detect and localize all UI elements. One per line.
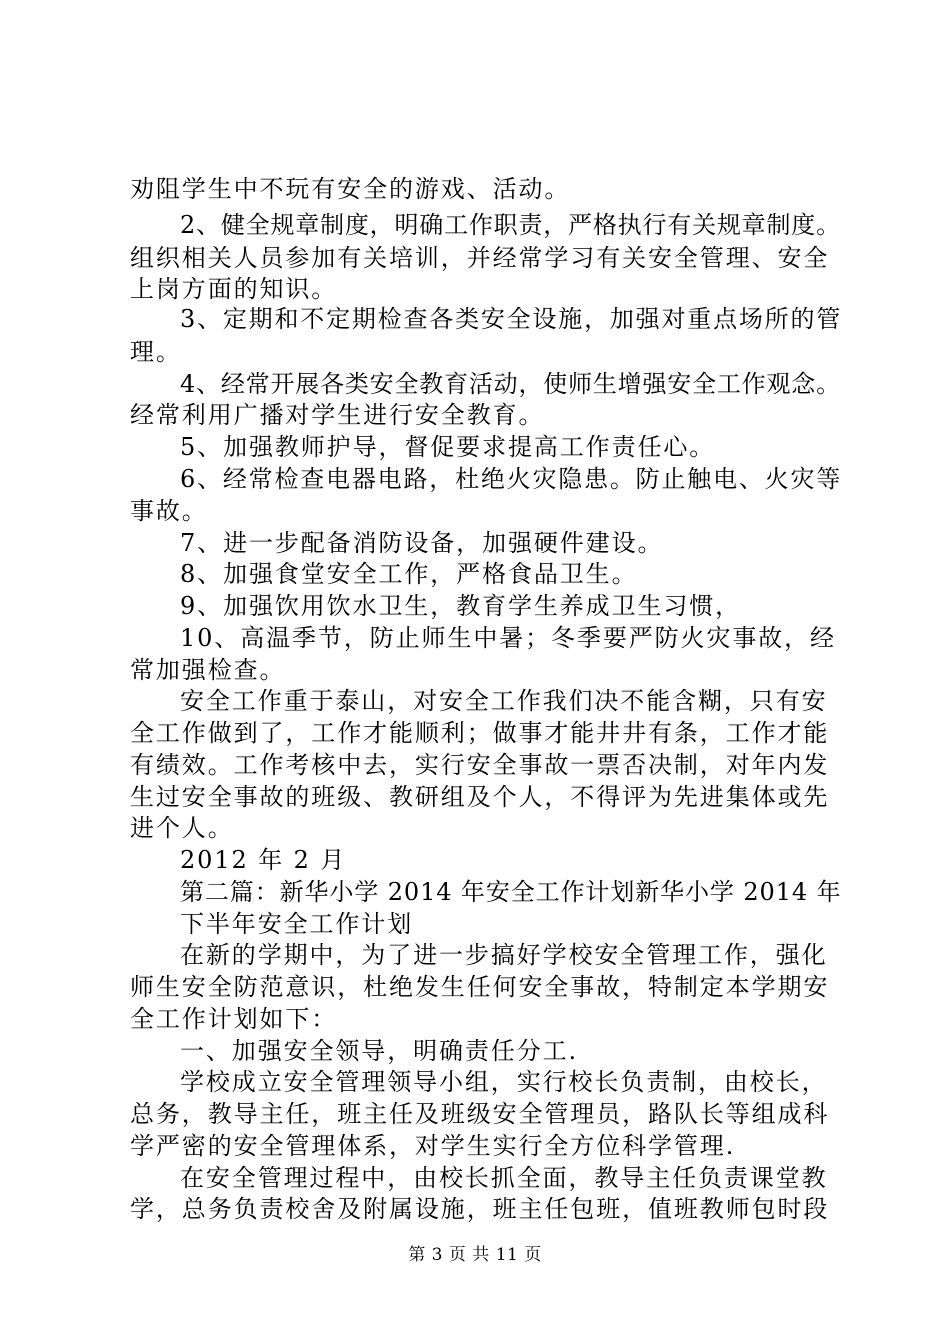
- text-line: 进个人。: [130, 814, 234, 842]
- text-line: 在新的学期中，为了进一步搞好学校安全管理工作，强化: [180, 941, 828, 969]
- text-line: 3、定期和不定期检查各类安全设施，加强对重点场所的管: [180, 305, 843, 333]
- text-line: 2、健全规章制度，明确工作职责，严格执行有关规章制度。: [180, 211, 841, 239]
- text-line: 学严密的安全管理体系，对学生实行全方位科学管理.: [130, 1132, 736, 1160]
- text-line: 6、经常检查电器电路，杜绝火灾隐患。防止触电、火灾等: [180, 465, 843, 493]
- section-heading: 第二篇：新华小学 2014 年安全工作计划新华小学 2014 年: [180, 878, 842, 906]
- text-line: 经常利用广播对学生进行安全教育。: [130, 401, 545, 429]
- text-line: 理。: [130, 338, 182, 366]
- text-line: 全工作计划如下：: [130, 1005, 338, 1033]
- text-line: 8、加强食堂安全工作，严格食品卫生。: [180, 560, 638, 588]
- text-line: 7、进一步配备消防设备，加强硬件建设。: [180, 529, 664, 557]
- text-line: 生过安全事故的班级、教研组及个人，不得评为先进集体或先: [130, 783, 830, 811]
- text-line: 上岗方面的知识。: [130, 275, 338, 303]
- date-line: 2012 年 2 月: [180, 846, 347, 874]
- section-heading: 下半年安全工作计划: [180, 910, 414, 938]
- text-line: 劝阻学生中不玩有安全的游戏、活动。: [130, 175, 571, 203]
- text-line: 常加强检查。: [130, 656, 286, 684]
- text-line: 有绩效。工作考核中去，实行安全事故一票否决制，对年内发: [130, 751, 830, 779]
- text-line: 一、加强安全领导，明确责任分工.: [180, 1037, 579, 1065]
- text-line: 全工作做到了，工作才能顺利；做事才能井井有条，工作才能: [130, 719, 830, 747]
- text-line: 组织相关人员参加有关培训，并经常学习有关安全管理、安全: [130, 244, 830, 272]
- text-line: 9、加强饮用饮水卫生，教育学生养成卫生习惯，: [180, 592, 742, 620]
- text-line: 安全工作重于泰山，对安全工作我们决不能含糊，只有安: [180, 687, 828, 715]
- text-line: 总务，教导主任，班主任及班级安全管理员，路队长等组成科: [130, 1100, 830, 1128]
- text-line: 10、高温季节，防止师生中暑；冬季要严防火灾事故，经: [180, 624, 836, 652]
- text-line: 学，总务负责校舍及附属设施，班主任包班，值班教师包时段: [130, 1195, 830, 1223]
- page-footer: 第 3 页 共 11 页: [408, 1245, 542, 1265]
- text-line: 在安全管理过程中，由校长抓全面，教导主任负责课堂教: [180, 1164, 828, 1192]
- text-line: 事故。: [130, 497, 208, 525]
- text-line: 师生安全防范意识，杜绝发生任何安全事故，特制定本学期安: [130, 973, 830, 1001]
- text-line: 5、加强教师护导，督促要求提高工作责任心。: [180, 433, 716, 461]
- text-line: 学校成立安全管理领导小组，实行校长负责制，由校长，: [180, 1068, 828, 1096]
- text-line: 4、经常开展各类安全教育活动，使师生增强安全工作观念。: [180, 370, 841, 398]
